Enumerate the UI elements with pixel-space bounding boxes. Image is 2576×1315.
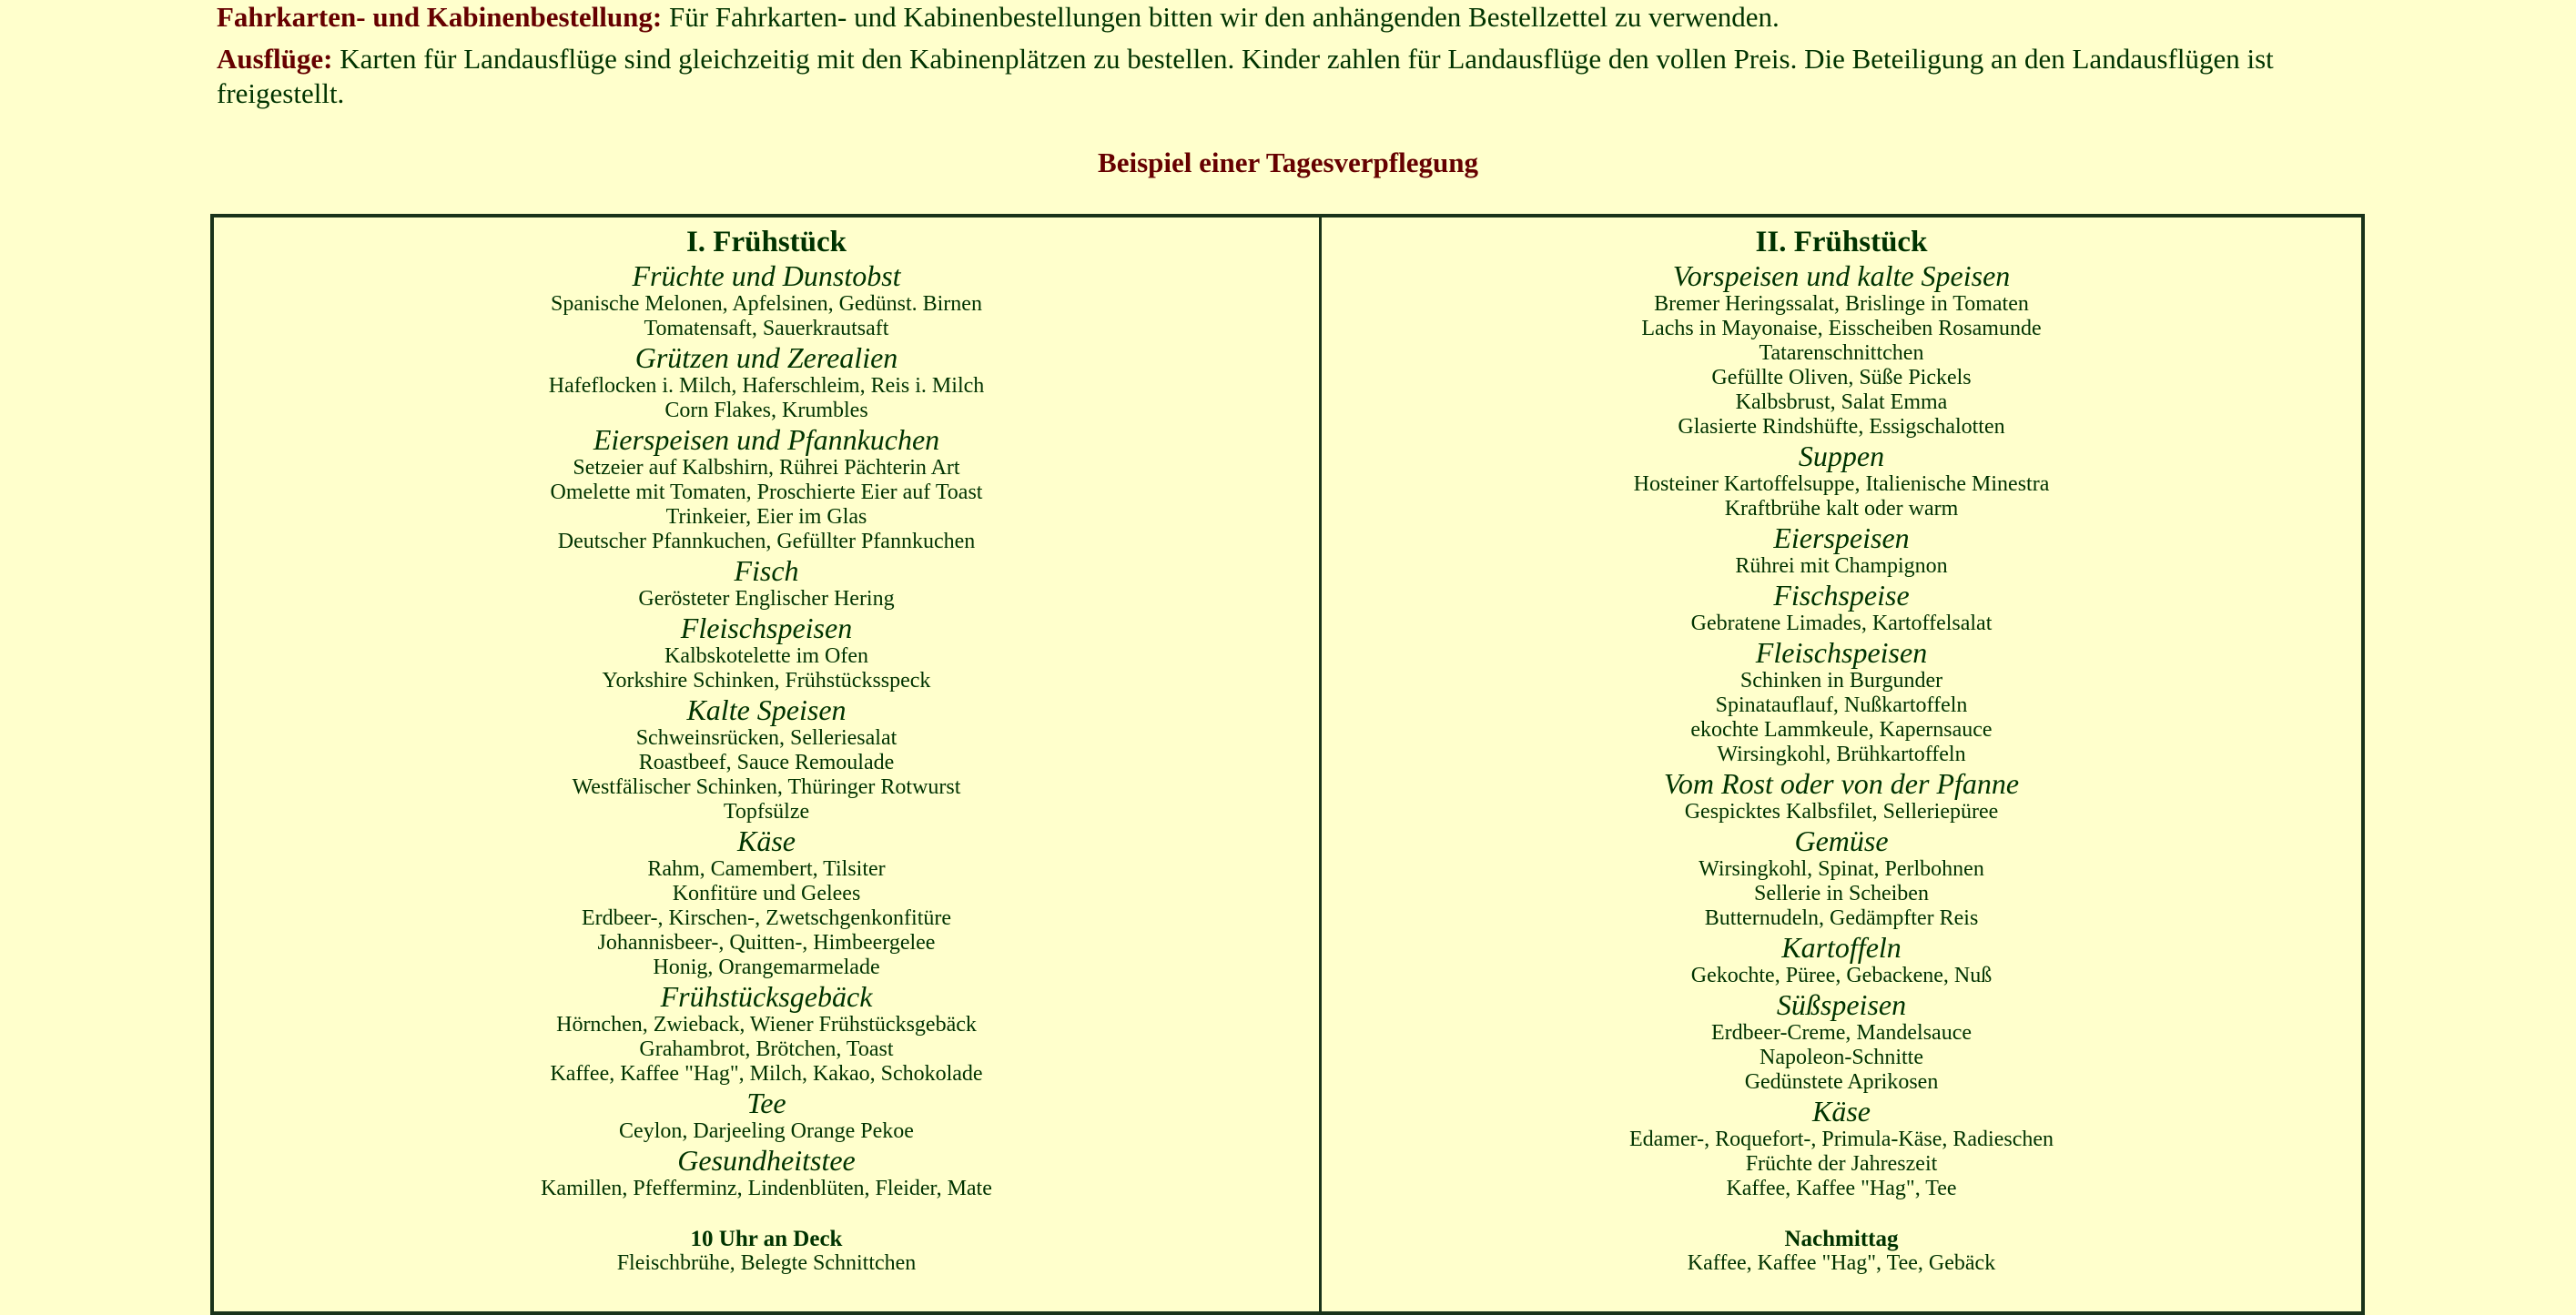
- menu-item: Kamillen, Pfefferminz, Lindenblüten, Fleider, Mate: [541, 1177, 992, 1200]
- menu-item: Sellerie in Scheiben: [1754, 882, 1929, 905]
- menu-item: Westfälischer Schinken, Thüringer Rotwurst: [572, 775, 961, 799]
- menu-item: Gespicktes Kalbsfilet, Selleriepüree: [1684, 800, 1999, 824]
- menu-item: Hörnchen, Zwieback, Wiener Frühstücksgebäck: [556, 1013, 977, 1037]
- menu-category-heading: Grützen und Zerealien: [634, 341, 898, 374]
- menu-column-first-breakfast: [214, 217, 1322, 1311]
- menu-item: Gedünstete Aprikosen: [1744, 1070, 1939, 1094]
- menu-item: Rahm, Camembert, Tilsiter: [647, 857, 886, 881]
- menu-item: Schweinsrücken, Selleriesalat: [635, 726, 898, 750]
- menu-item: Deutscher Pfannkuchen, Gefüllter Pfannkuchen: [557, 530, 976, 553]
- menu-item: Rührei mit Champignon: [1735, 554, 1948, 578]
- booking-paragraph: [217, 0, 2365, 35]
- menu-item: Tatarenschnittchen: [1759, 341, 1924, 365]
- menu-item: Omelette mit Tomaten, Proschierte Eier auf Toast: [550, 480, 983, 504]
- menu-sections: [1322, 259, 2361, 1201]
- menu-category-heading: Süßspeisen: [1776, 988, 1907, 1021]
- menu-item: Wirsingkohl, Brühkartoffeln: [1717, 743, 1966, 766]
- menu-item: Bremer Heringssalat, Brislinge in Tomaten: [1654, 292, 2029, 316]
- menu-category-heading: Vom Rost oder von der Pfanne: [1663, 767, 2020, 800]
- excursions-label: Ausflüge:: [217, 43, 333, 75]
- menu-item: Erdbeer-, Kirschen-, Zwetschgenkonfitüre: [581, 906, 952, 930]
- menu-category-heading: Eierspeisen und Pfannkuchen: [593, 423, 940, 456]
- menu-category-heading: Fleischspeisen: [1755, 636, 1928, 669]
- menu-category-heading: Kalte Speisen: [686, 693, 847, 726]
- menu-item: Honig, Orangemarmelade: [653, 956, 880, 979]
- menu-item: Tomatensaft, Sauerkrautsaft: [644, 317, 889, 340]
- menu-category-heading: Frühstücksgebäck: [660, 980, 873, 1013]
- menu-category-heading: Früchte und Dunstobst: [632, 259, 901, 292]
- menu-item: Kalbskotelette im Ofen: [664, 644, 868, 668]
- menu-item: Konfitüre und Gelees: [672, 882, 861, 905]
- menu-item: Ceylon, Darjeeling Orange Pekoe: [619, 1119, 914, 1143]
- menu-item: Yorkshire Schinken, Frühstücksspeck: [602, 669, 931, 693]
- menu-item: Hosteiner Kartoffelsuppe, Italienische Minestra: [1633, 472, 2050, 496]
- menu-category-heading: Suppen: [1798, 440, 1885, 472]
- menu-item: Wirsingkohl, Spinat, Perlbohnen: [1699, 857, 1984, 881]
- menu-column-second-breakfast: [1322, 217, 2361, 1311]
- booking-label: Fahrkarten- und Kabinenbestellung:: [217, 1, 663, 33]
- intro-text: [217, 0, 2365, 118]
- menu-item: Johannisbeer-, Quitten-, Himbeergelee: [597, 931, 936, 955]
- sub-meal-title: Nachmittag: [1784, 1227, 1899, 1251]
- sub-meal-item: Fleischbrühe, Belegte Schnittchen: [616, 1251, 917, 1275]
- menu-item: Kraftbrühe kalt oder warm: [1724, 497, 1959, 521]
- menu-item: Lachs in Mayonaise, Eisscheiben Rosamunde: [1641, 317, 2042, 340]
- sub-meal-item: Kaffee, Kaffee "Hag", Tee, Gebäck: [1687, 1251, 1996, 1275]
- menu-item: Kalbsbrust, Salat Emma: [1735, 390, 1948, 414]
- menu-category-heading: Fisch: [734, 554, 799, 587]
- menu-item: Gefüllte Oliven, Süße Pickels: [1711, 366, 1972, 389]
- menu-sections: [214, 259, 1319, 1201]
- menu-item: Schinken in Burgunder: [1739, 669, 1943, 693]
- menu-item: Setzeier auf Kalbshirn, Rührei Pächterin Art: [573, 456, 960, 480]
- excursions-text: Karten für Landausflüge sind gleichzeitig mit den Kabinenplätzen zu bestellen. Kinder zahlen für Landausflüge den vollen Preis. Die Beteiligung an den Landausflügen ist freigestellt.: [217, 43, 2274, 109]
- menu-table: [210, 214, 2365, 1315]
- menu-item: Topfsülze: [723, 800, 810, 824]
- menu-category-heading: Vorspeisen und kalte Speisen: [1672, 259, 2011, 292]
- menu-category-heading: Eierspeisen: [1773, 521, 1910, 554]
- menu-item: Spanische Melonen, Apfelsinen, Gedünst. Birnen: [551, 292, 982, 316]
- menu-item: Glasierte Rindshüfte, Essigschalotten: [1678, 415, 2005, 439]
- menu-item: Corn Flakes, Krumbles: [664, 399, 868, 422]
- menu-item: Trinkeier, Eier im Glas: [665, 505, 867, 529]
- example-title: Beispiel einer Tagesverpflegung: [1098, 147, 1478, 178]
- menu-item: Butternudeln, Gedämpfter Reis: [1704, 906, 1979, 930]
- excursions-paragraph: [217, 42, 2365, 111]
- menu-category-heading: Fleischspeisen: [680, 612, 853, 644]
- menu-item: Erdbeer-Creme, Mandelsauce: [1710, 1021, 1973, 1045]
- menu-item: Edamer-, Roquefort-, Primula-Käse, Radieschen: [1628, 1128, 2054, 1151]
- menu-item: Hafeflocken i. Milch, Haferschleim, Reis i. Milch: [548, 374, 985, 398]
- menu-item: Kaffee, Kaffee "Hag", Tee: [1726, 1177, 1957, 1200]
- menu-category-heading: Kartoffeln: [1781, 931, 1902, 964]
- menu-item: Gebratene Limades, Kartoffelsalat: [1690, 612, 1993, 635]
- menu-category-heading: Gemüse: [1794, 824, 1889, 857]
- menu-item: Spinatauflauf, Nußkartoffeln: [1715, 693, 1968, 717]
- booking-text: Für Fahrkarten- und Kabinenbestellungen bitten wir den anhängenden Bestellzettel zu verwenden.: [662, 1, 1780, 33]
- menu-category-heading: Tee: [746, 1087, 786, 1119]
- menu-item: Früchte der Jahreszeit: [1745, 1152, 1938, 1176]
- meal-title: I. Frühstück: [685, 226, 847, 258]
- menu-item: Gerösteter Englischer Hering: [638, 587, 895, 611]
- meal-title: II. Frühstück: [1755, 226, 1928, 258]
- menu-category-heading: Käse: [737, 824, 796, 857]
- menu-item: Gekochte, Püree, Gebackene, Nuß: [1690, 964, 1993, 987]
- menu-item: ekochte Lammkeule, Kapernsauce: [1690, 718, 1993, 742]
- menu-item: Grahambrot, Brötchen, Toast: [639, 1037, 894, 1061]
- menu-item: Roastbeef, Sauce Remoulade: [638, 751, 895, 774]
- menu-category-heading: Käse: [1812, 1095, 1871, 1128]
- menu-item: Napoleon-Schnitte: [1760, 1046, 1923, 1069]
- menu-category-heading: Fischspeise: [1773, 579, 1910, 612]
- menu-item: Kaffee, Kaffee "Hag", Milch, Kakao, Schokolade: [550, 1062, 983, 1086]
- menu-category-heading: Gesundheitstee: [677, 1144, 856, 1177]
- sub-meal-title: 10 Uhr an Deck: [690, 1227, 843, 1251]
